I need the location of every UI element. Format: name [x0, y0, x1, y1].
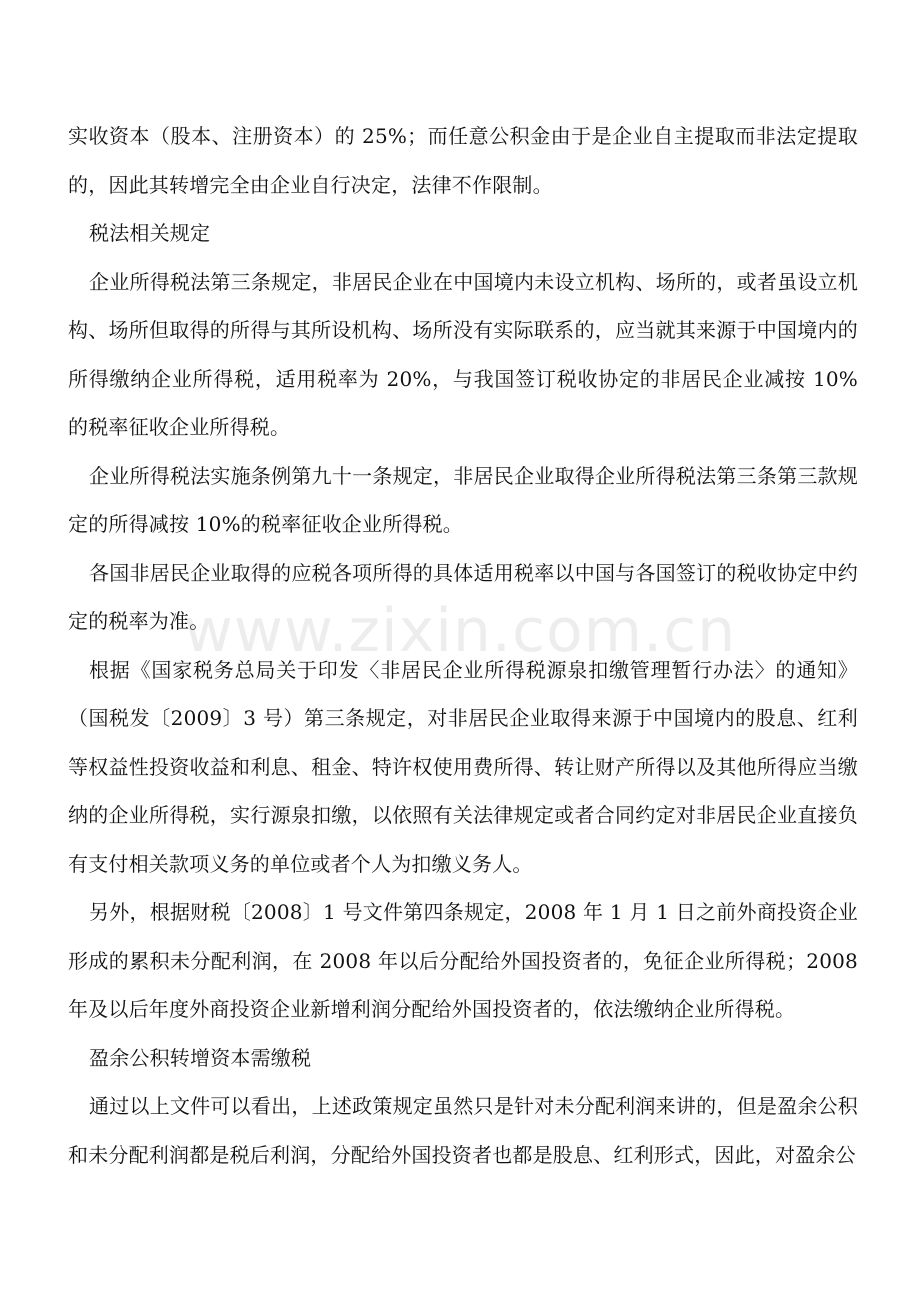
paragraph-article-3: 企业所得税法第三条规定，非居民企业在中国境内未设立机构、场所的，或者虽设立机构、场所但取得的所得与其所设机构、场所没有实际联系的，应当就其来源于中国境内的所得缴纳企业所得税，适用税率为 20%，与我国签订税收协定的非居民企业减按 10%的税率征收企业所得税。: [68, 269, 858, 439]
paragraph-article-91: 企业所得税法实施条例第九十一条规定，非居民企业取得企业所得税法第三条第三款规定的所得减按 10%的税率征收企业所得税。: [68, 463, 858, 536]
paragraph-continuation: 实收资本（股本、注册资本）的 25%；而任意公积金由于是企业自主提取而非法定提取的，因此其转增完全由企业自行决定，法律不作限制。: [68, 124, 858, 197]
paragraph-caishui-2008: 另外，根据财税〔2008〕1 号文件第四条规定，2008 年 1 月 1 日之前外商投资企业形成的累积未分配利润，在 2008 年以后分配给外国投资者的，免征企业所得税；2008 年及以后年度外商投资企业新增利润分配给外国投资者的，依法缴纳企业所得税。: [68, 900, 858, 1021]
section-heading-tax-law: 税法相关规定: [89, 221, 211, 245]
document-body: [68, 112, 858, 1179]
section-heading-surplus-reserve: 盈余公积转增资本需缴税: [89, 1045, 312, 1070]
watermark-text: www.zixin.com.cn: [183, 596, 737, 666]
paragraph-withholding-notice: 根据《国家税务总局关于印发〈非居民企业所得税源泉扣缴管理暂行办法〉的通知》（国税发〔2009〕3 号）第三条规定，对非居民企业取得来源于中国境内的股息、红利等权益性投资收益和利息、租金、特许权使用费所得、转让财产所得以及其他所得应当缴纳的企业所得税，实行源泉扣缴，以依照有关法律规定或者合同约定对非居民企业直接负有支付相关款项义务的单位或者个人为扣缴义务人。: [68, 657, 858, 876]
paragraph-conclusion: 通过以上文件可以看出，上述政策规定虽然只是针对未分配利润来讲的，但是盈余公积和未分配利润都是税后利润，分配给外国投资者也都是股息、红利形式，因此，对盈余公: [68, 1094, 858, 1167]
paragraph-treaty-rate: 各国非居民企业取得的应税各项所得的具体适用税率以中国与各国签订的税收协定中约定的税率为准。: [68, 560, 858, 633]
